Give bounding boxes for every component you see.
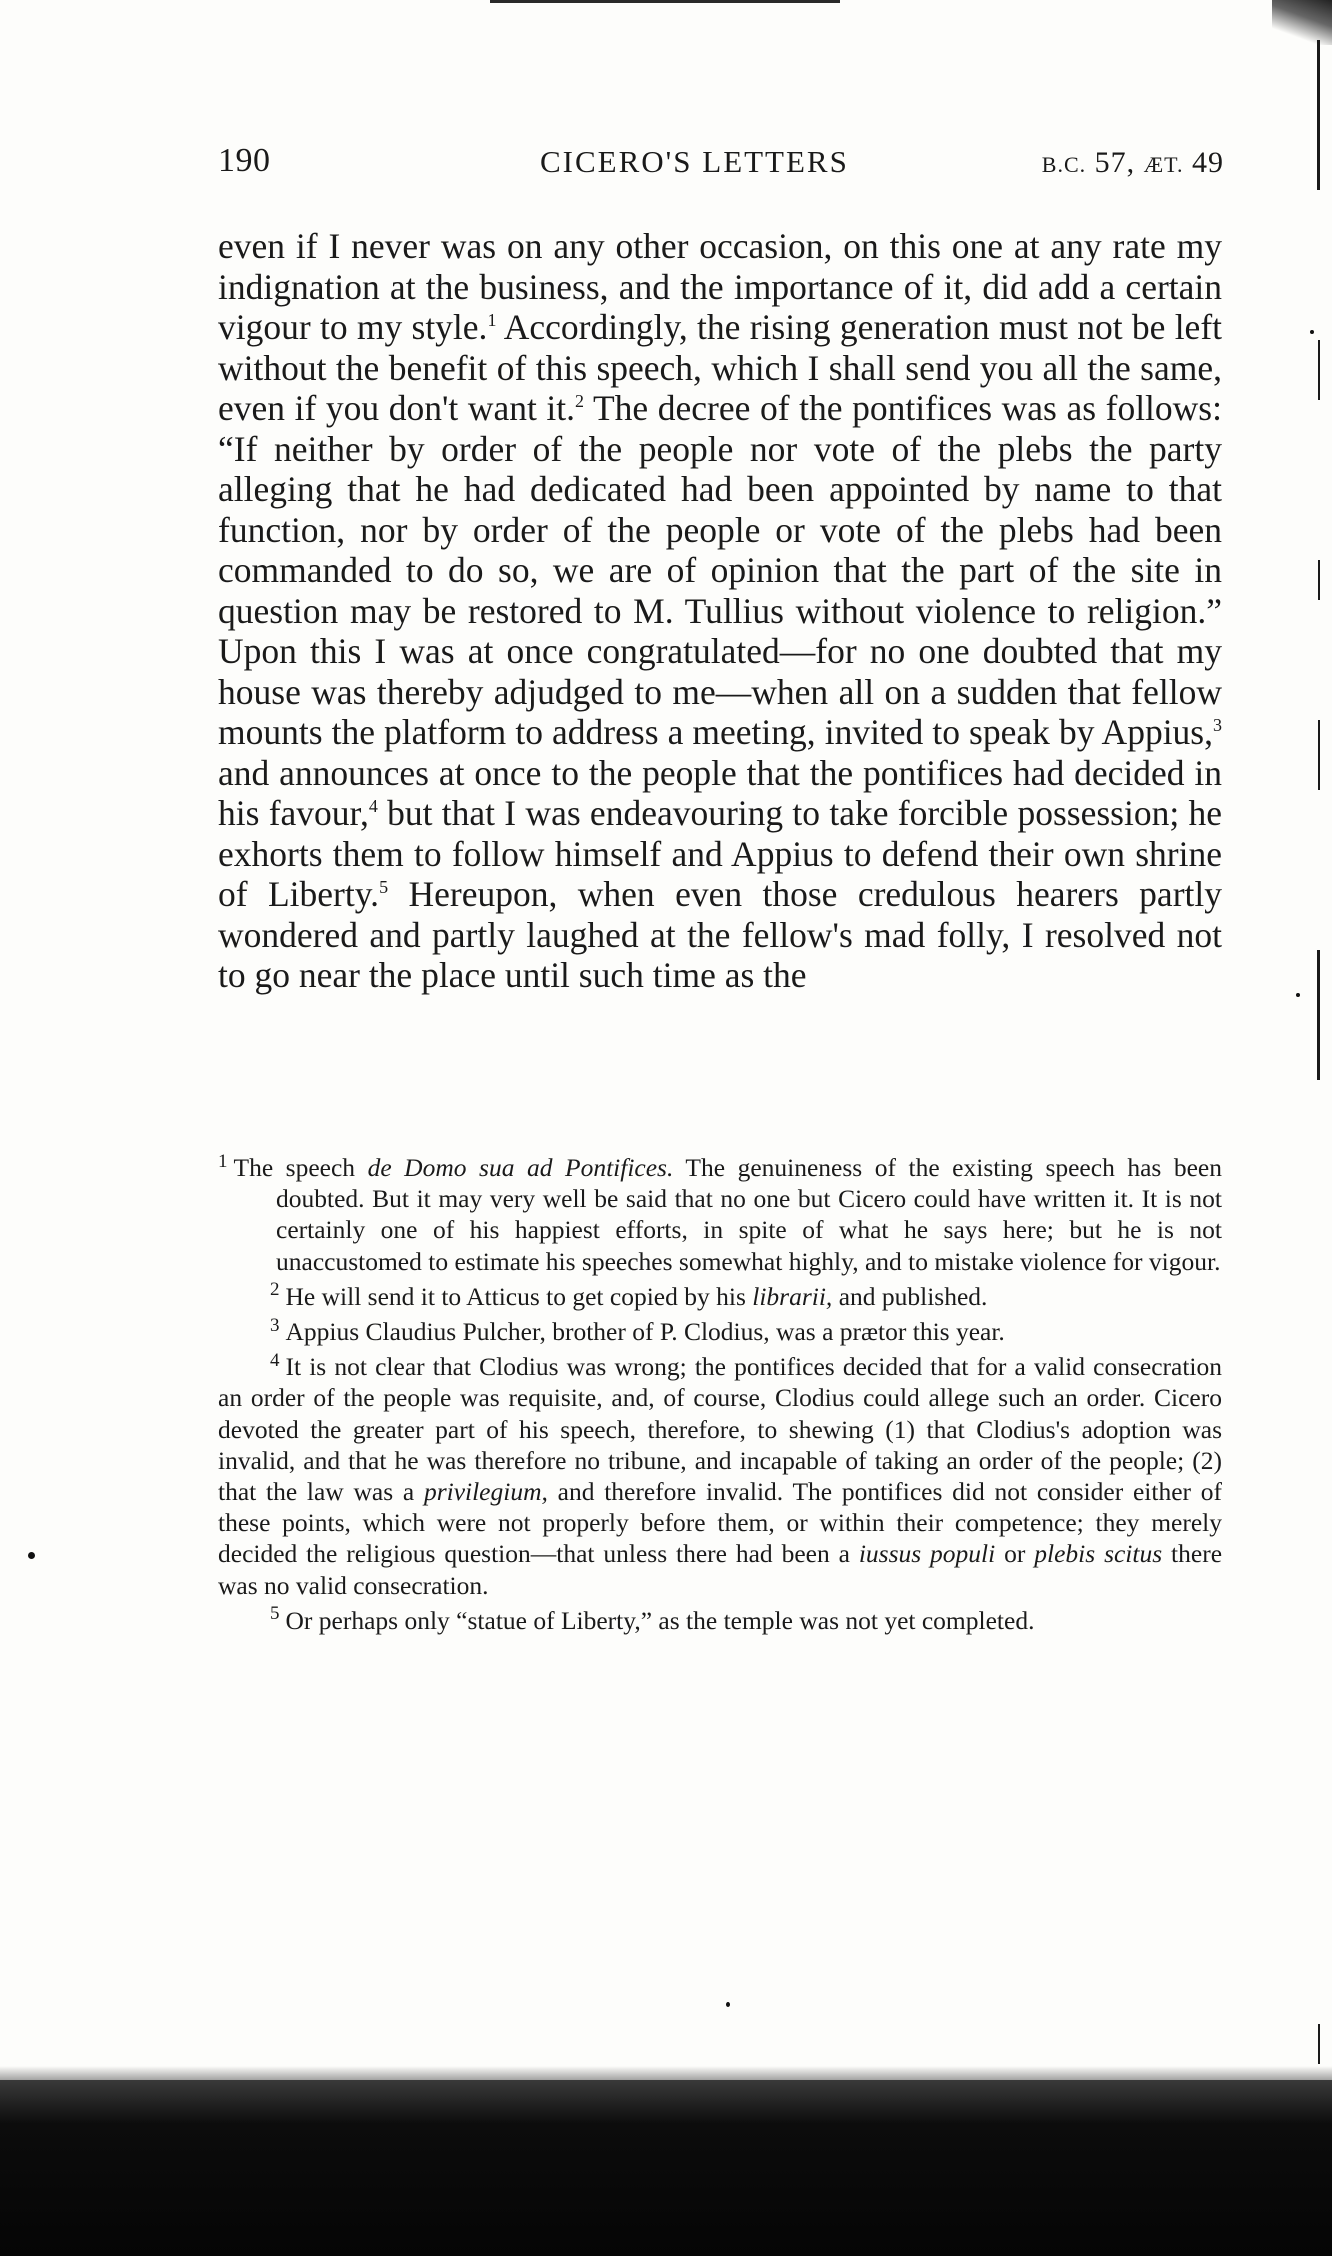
scan-corner-shadow xyxy=(1272,0,1332,45)
footnote-5 xyxy=(218,1605,1222,1636)
scan-speck xyxy=(726,2002,730,2007)
scan-speck xyxy=(1296,993,1300,997)
footnote-term: privilegium, xyxy=(423,1477,548,1507)
scan-edge-line xyxy=(1318,720,1320,790)
body-segment: even if I never was on any other occasion, on this one at any rate my indignation at the business, and the importance of it, did add a certain vigour to my style. xyxy=(218,226,1222,347)
footnote-number: 1 xyxy=(218,1150,228,1172)
scan-speck xyxy=(1310,330,1314,334)
footnote-ref: 5 xyxy=(379,877,389,898)
body-segment: The decree of the pontifices was as follows: “If neither by order of the people nor vote of the plebs the party alleging that he had dedicated had been appointed by name to that function, nor by order of the people or vote of the plebs had been commanded to do so, we are of opinion that the part of the site in question may be restored to M. Tullius without violence to religion.” Upon this I was at once congratulated—for no one doubted that my house was thereby adjudged to me—when all on a sudden that fellow mounts the platform to address a meeting, invited to speak by Appius, xyxy=(218,388,1222,752)
footnote-term: librarii, xyxy=(752,1281,833,1311)
footnote-number: 3 xyxy=(270,1314,280,1336)
footnote-4 xyxy=(218,1351,1222,1601)
footnote-term: plebis scitus xyxy=(1034,1539,1163,1569)
footnote-ref: 1 xyxy=(487,310,497,331)
top-rule xyxy=(490,0,840,3)
body-segment: Hereupon, when even those credulous hearers partly wondered and partly laughed at the fellow's mad folly, I resolved not to go near the place until such time as the xyxy=(218,874,1222,995)
footnote-ref: 4 xyxy=(368,796,378,817)
age: 49 xyxy=(1192,146,1224,179)
footnote-text: there was no valid consecration. xyxy=(218,1539,1223,1600)
footnote-text: Or perhaps only “statue of Liberty,” as the temple was not yet completed. xyxy=(285,1605,1035,1635)
date-reference xyxy=(1042,146,1224,180)
footnote-text: and published. xyxy=(832,1281,988,1311)
footnotes xyxy=(218,1152,1222,1640)
running-title: CICERO'S LETTERS xyxy=(540,144,849,179)
scan-edge-line xyxy=(1318,560,1320,600)
scan-edge-line xyxy=(1317,40,1320,190)
footnote-number: 5 xyxy=(270,1603,280,1625)
footnote-number: 4 xyxy=(270,1349,280,1371)
running-header xyxy=(218,142,1224,192)
page-number: 190 xyxy=(218,142,271,179)
date-prefix: B.C. xyxy=(1041,152,1087,177)
age-prefix: ÆT. xyxy=(1143,152,1184,177)
footnote-2 xyxy=(218,1281,1222,1312)
footnote-number: 2 xyxy=(270,1279,280,1301)
footnote-text: or xyxy=(995,1539,1035,1569)
footnote-text: The genuineness of the existing speech has been doubted. But it may very well be said that no one but Cicero could have written it. It is not certainly one of his happiest efforts, in spite of what he says here; but he is not unaccustomed to estimate his speeches somewhat highly, and to mistake violence for vigour. xyxy=(276,1153,1222,1276)
body-segment: and announces at once to the people that the pontifices had decided in his favour, xyxy=(218,752,1222,833)
footnote-text: It is not clear that Clodius was wrong; the pontifices decided that for a valid consecration an order of the people was requisite, and, of course, Clodius could allege such an order. Cicero devoted the greater part of his speech, therefore, to shewing (1) that Clodius's adoption was invalid, and that he was therefore no tribune, and incapable of taking an order of the people; (2) that the law was a xyxy=(218,1352,1222,1507)
scan-edge-line xyxy=(1318,340,1320,400)
scan-edge-line xyxy=(1318,2024,1320,2064)
footnote-title: de Domo sua ad Pontifices. xyxy=(367,1153,674,1182)
footnote-3 xyxy=(218,1316,1222,1347)
body-segment: but that I was endeavouring to take forcible possession; he exhorts them to follow himself and Appius to defend their own shrine of Liberty. xyxy=(218,793,1222,914)
body-segment: Accordingly, the rising generation must not be left without the benefit of this speech, which I shall send you all the same, even if you don't want it. xyxy=(218,307,1223,428)
scan-speck xyxy=(28,1552,35,1559)
footnote-ref: 2 xyxy=(575,391,585,412)
scan-bottom-shadow xyxy=(0,2080,1332,2256)
footnote-text: The speech xyxy=(233,1153,368,1182)
date-year: 57, xyxy=(1094,146,1136,179)
footnote-text: and therefore invalid. The pontifices did not consider either of these points, which were not properly before them, or within their competence; they merely decided the religious question—that unless there had been a xyxy=(218,1477,1222,1569)
footnote-text: He will send it to Atticus to get copied by his xyxy=(285,1281,753,1311)
footnote-text: Appius Claudius Pulcher, brother of P. Clodius, was a prætor this year. xyxy=(285,1317,1005,1347)
letter-body-text xyxy=(218,226,1222,996)
footnote-1 xyxy=(218,1152,1222,1277)
footnote-term: iussus populi xyxy=(858,1539,996,1569)
scan-edge-line xyxy=(1317,950,1320,1080)
footnote-ref: 3 xyxy=(1213,715,1222,736)
